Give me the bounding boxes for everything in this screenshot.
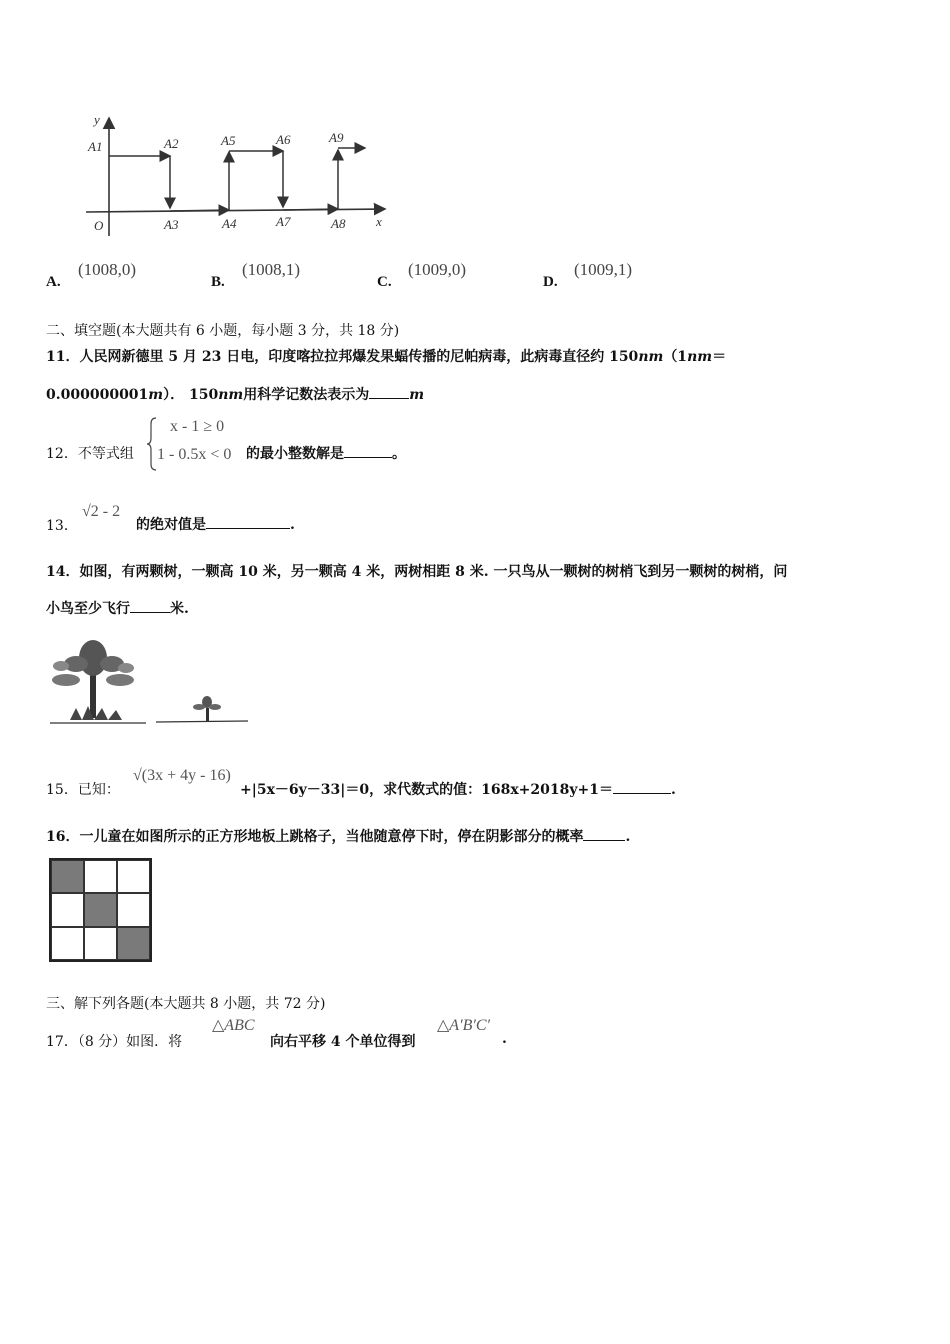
question-14-line-2: 小鸟至少飞行 米. [46, 601, 189, 617]
grid-cell [84, 927, 117, 960]
answer-blank[interactable] [206, 516, 290, 529]
question-14-line-1: 14．如图，有两颗树，一颗高 10 米，另一颗高 4 米，两树相距 8 米. 一只鸟从一颗树的树梢飞到另一颗树的树梢，问 [46, 564, 788, 580]
svg-text:A1: A1 [88, 139, 103, 154]
tall-tree-icon [52, 640, 134, 720]
question-13-number: 13． [46, 518, 78, 534]
svg-text:A4: A4 [222, 216, 237, 231]
svg-text:A8: A8 [331, 216, 346, 231]
option-b-letter[interactable]: B. [211, 274, 225, 290]
section-3-title: 三、解下列各题(本大题共 8 小题，共 72 分) [46, 996, 326, 1012]
inequality-1: x - 1 ≥ 0 [170, 418, 225, 435]
x-axis [86, 209, 385, 212]
question-15-number: 15．已知： [46, 782, 120, 798]
sqrt-expression: √2 - 2 [82, 503, 121, 520]
grid-cell [51, 860, 84, 893]
grid-cell [84, 893, 117, 926]
sqrt-expression: √(3x + 4y - 16) [133, 767, 231, 784]
question-17-number: 17．（8 分）如图．将 [46, 1034, 183, 1050]
option-a-value: (1008,0) [78, 260, 137, 279]
grid-cell [84, 860, 117, 893]
question-16-text: 16．一儿童在如图所示的正方形地板上跳格子，当他随意停下时，停在阴影部分的概率 . [46, 829, 631, 845]
two-trees-figure [46, 630, 251, 728]
question-12-number: 12．不等式组 [46, 446, 134, 462]
answer-blank[interactable] [369, 386, 409, 399]
svg-text:A9: A9 [329, 130, 344, 145]
svg-text:A2: A2 [164, 136, 179, 151]
svg-text:y: y [94, 112, 100, 127]
svg-text:A5: A5 [221, 133, 236, 148]
answer-blank[interactable] [583, 828, 625, 841]
svg-text:A7: A7 [276, 214, 291, 229]
answer-blank[interactable] [344, 445, 392, 458]
question-11-line-1: 11．人民网新德里 5 月 23 日电，印度喀拉拉邦爆发果蝠传播的尼帕病毒，此病毒直径约 150nm（1nm＝ [46, 349, 727, 365]
option-c-letter[interactable]: C. [377, 274, 392, 290]
floor-grid [49, 858, 152, 962]
triangle-abc-prime: △A′B′C′ [437, 1017, 491, 1034]
answer-blank[interactable] [130, 600, 170, 613]
inequality-2: 1 - 0.5x < 0 [157, 446, 232, 463]
svg-text:x: x [376, 214, 382, 229]
option-d-value: (1009,1) [574, 260, 633, 279]
section-2-title: 二、填空题(本大题共有 6 小题，每小题 3 分，共 18 分) [46, 323, 400, 339]
grid-cell [51, 893, 84, 926]
question-12-text: 的最小整数解是 。 [246, 446, 406, 462]
option-d-letter[interactable]: D. [543, 274, 558, 290]
short-tree-icon [193, 696, 221, 722]
triangle-abc: △ABC [212, 1017, 255, 1034]
question-15-text: +|5x－6y－33|＝0，求代数式的值：168x+2018y+1＝ . [240, 782, 676, 798]
question-17-text: 向右平移 4 个单位得到 [270, 1034, 416, 1050]
svg-text:A3: A3 [164, 217, 179, 232]
grid-cell [117, 860, 150, 893]
question-13-text: 的绝对值是 . [136, 517, 295, 533]
coordinate-path-figure [80, 108, 400, 240]
grid-cell [51, 927, 84, 960]
question-17-end: . [502, 1031, 507, 1047]
option-c-value: (1009,0) [408, 260, 467, 279]
option-a-letter[interactable]: A. [46, 274, 61, 290]
question-11-line-2: 0.000000001m）． 150nm用科学记数法表示为 m [46, 387, 425, 403]
answer-blank[interactable] [613, 781, 671, 794]
svg-text:O: O [94, 218, 104, 233]
grid-cell [117, 927, 150, 960]
grid-cell [117, 893, 150, 926]
option-b-value: (1008,1) [242, 260, 301, 279]
svg-text:A6: A6 [276, 132, 291, 147]
